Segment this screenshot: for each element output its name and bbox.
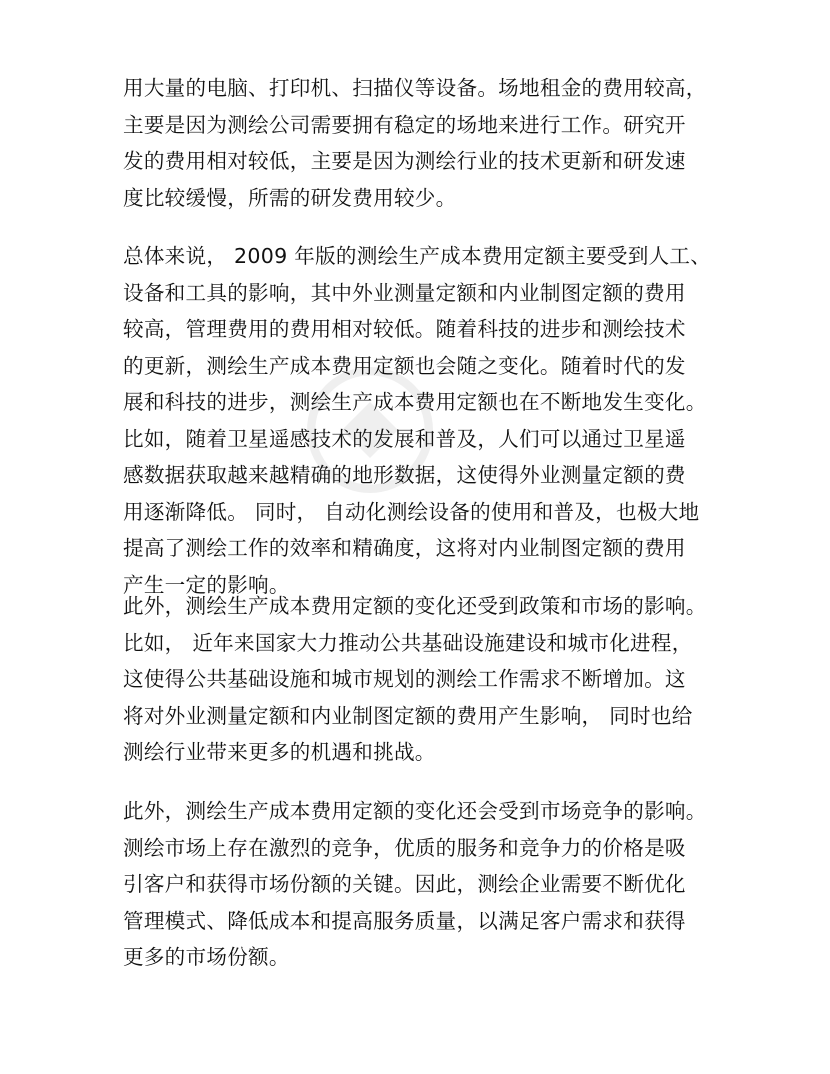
text-line: 比如， 近年来国家大力推动公共基础设施建设和城市化进程，	[123, 630, 693, 655]
paragraph-1	[123, 70, 723, 216]
text-line: 的更新，测绘生产成本费用定额也会随之变化。随着时代的发	[123, 353, 686, 378]
text-line: 管理模式、降低成本和提高服务质量，以满足客户需求和获得	[123, 908, 686, 933]
text-line: 这使得公共基础设施和城市规划的测绘工作需求不断增加。这	[123, 667, 686, 691]
paragraph-3	[123, 588, 723, 771]
text-line: 比如，随着卫星遥感技术的发展和普及，人们可以通过卫星遥	[123, 426, 686, 451]
text-line: 主要是因为测绘公司需要拥有稳定的场地来进行工作。研究开	[123, 112, 686, 137]
text-line: 测绘市场上存在激烈的竞争，优质的服务和竞争力的价格是吸	[123, 835, 686, 860]
text-line: 度比较缓慢，所需的研发费用较少。	[123, 185, 457, 210]
text-line: 更多的市场份额。	[123, 945, 290, 969]
text-line: 设备和工具的影响，其中外业测量定额和内业制图定额的费用	[123, 280, 686, 305]
text-line: 此外，测绘生产成本费用定额的变化还会受到市场竞争的影响。	[123, 799, 707, 823]
paragraph-2	[123, 238, 723, 603]
text-line: 用逐渐降低。 同时， 自动化测绘设备的使用和普及，也极大地	[123, 499, 700, 524]
text-line: 展和科技的进步，测绘生产成本费用定额也在不断地发生变化。	[123, 390, 707, 414]
text-line: 此外，测绘生产成本费用定额的变化还受到政策和市场的影响。	[123, 594, 707, 618]
text-line: 提高了测绘工作的效率和精确度，这将对内业制图定额的费用	[123, 536, 686, 560]
text-line: 总体来说， 2009 年版的测绘生产成本费用定额主要受到人工、	[123, 244, 712, 268]
paragraph-4	[123, 793, 723, 976]
text-line: 较高，管理费用的费用相对较低。随着科技的进步和测绘技术	[123, 317, 686, 341]
text-line: 引客户和获得市场份额的关键。因此，测绘企业需要不断优化	[123, 872, 686, 896]
text-line: 产生一定的影响。	[123, 572, 290, 597]
text-line: 感数据获取越来越精确的地形数据，这使得外业测量定额的费	[123, 463, 686, 487]
text-line: 发的费用相对较低，主要是因为测绘行业的技术更新和研发速	[123, 149, 686, 173]
text-line: 测绘行业带来更多的机遇和挑战。	[123, 740, 436, 764]
text-line: 将对外业测量定额和内业制图定额的费用产生影响， 同时也给	[123, 703, 693, 728]
text-line: 用大量的电脑、打印机、扫描仪等设备。场地租金的费用较高，	[123, 76, 707, 100]
